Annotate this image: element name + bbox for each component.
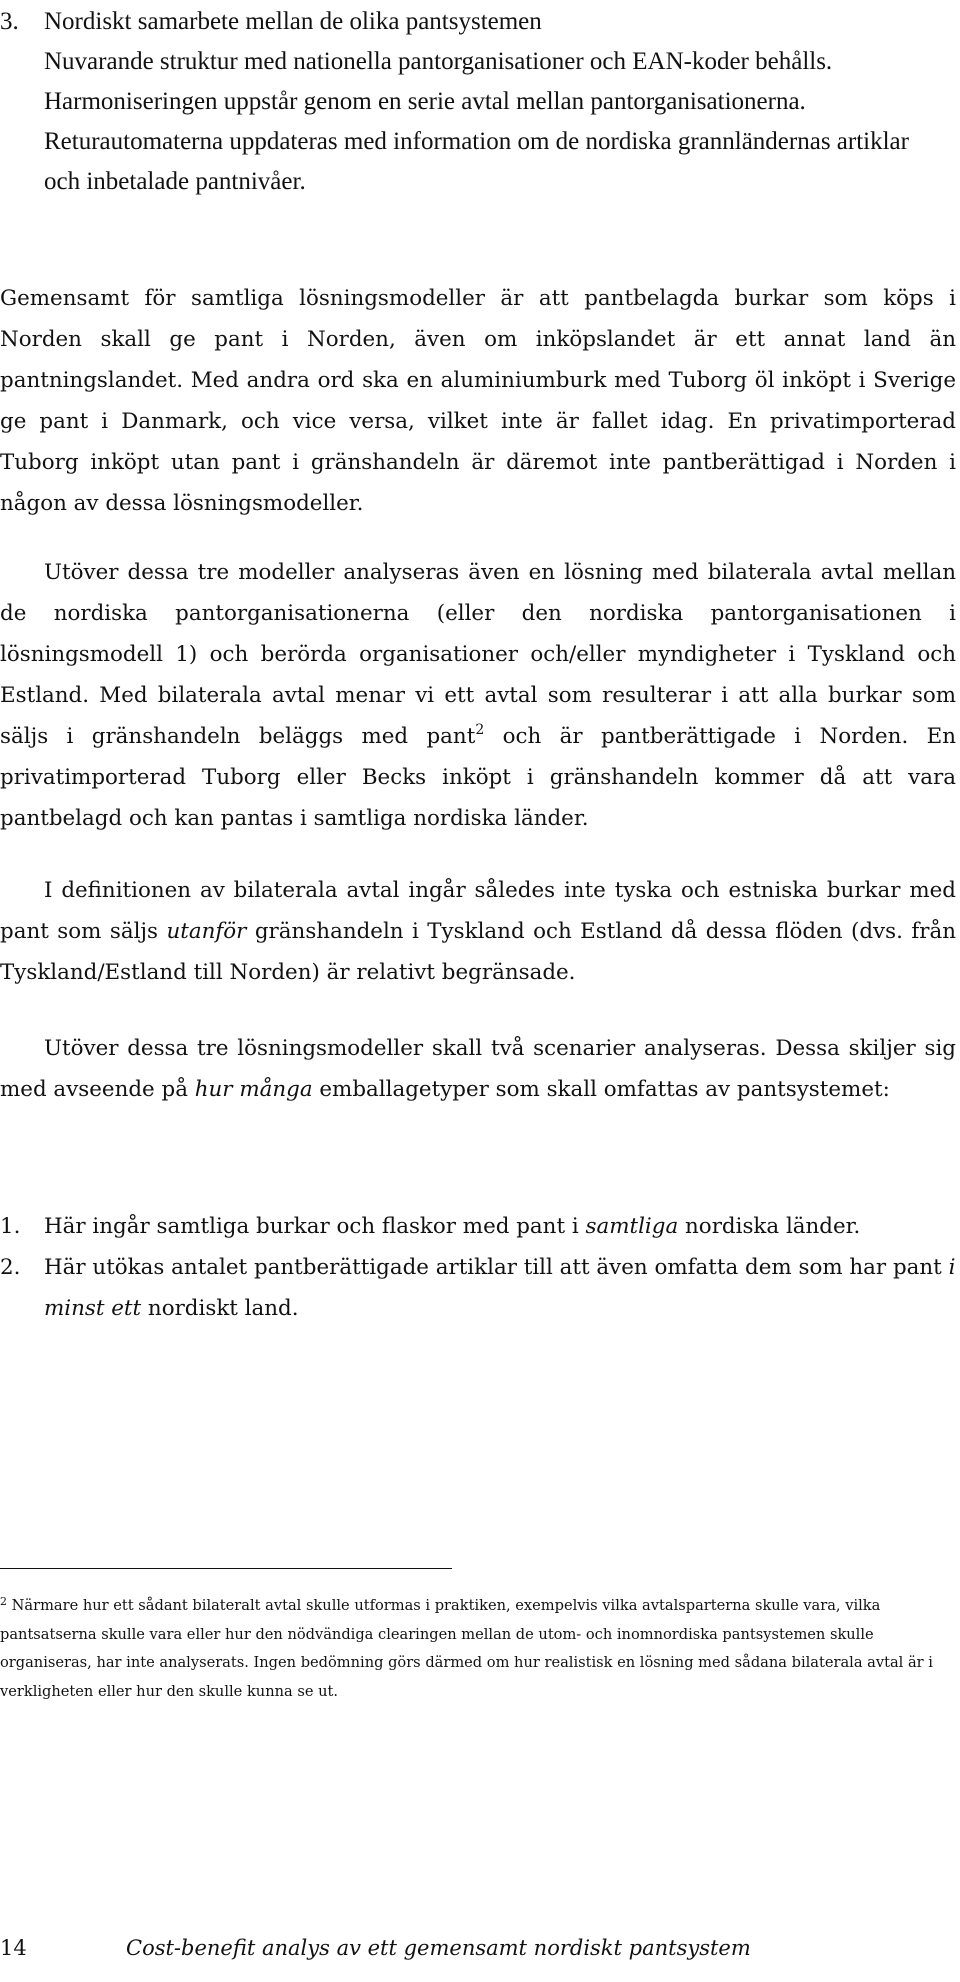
scenario-text: nordiskt land. <box>141 1296 299 1321</box>
footnote-text: Närmare hur ett sådant bilateralt avtal skulle utformas i praktiken, exempelvis vilka avtalsparterna skulle vara, vilka pantsatserna skulle vara eller hur den nödvändiga clearingen mellan de utom- och inomnordiska pantsystemen skulle organiseras, har inte analyserats. Ingen bedömning görs därmed om hur realistisk en lösning med sådana bilaterala avtal är i verkligheten eller hur den skulle kunna se ut. <box>0 1597 933 1700</box>
scenario-number: 1. <box>0 1214 21 1239</box>
scenario-list <box>0 1206 956 1329</box>
scenario-text: nordiska länder. <box>678 1214 861 1239</box>
page-number: 14 <box>0 1936 27 1960</box>
paragraph-text: Utöver dessa tre modeller analyseras även en lösning med bilaterala avtal mellan de nordiska pantorganisationerna (eller den nordiska pantorganisationen i lösningsmodell 1) och berörda organisationer och/eller myndigheter i Tyskland och Estland. Med bilaterala avtal menar vi ett avtal som resulterar i att alla burkar som säljs i gränshandeln beläggs med pant <box>0 560 956 749</box>
list-item-body: Nuvarande struktur med nationella pantorganisationer och EAN-koder behålls. Harmoniseringen uppstår genom en serie avtal mellan pantorganisationerna. Returautomaterna uppdateras med information om de nordiska grannländernas artiklar och inbetalade pantnivåer. <box>44 48 909 195</box>
scenario-text: Här utökas antalet pantberättigade artiklar till att även omfatta dem som har pant <box>44 1255 949 1280</box>
footnote-separator <box>0 1568 452 1569</box>
footer-title: Cost-benefit analys av ett gemensamt nordiskt pantsystem <box>126 1936 751 1960</box>
paragraph-text: gränshandeln i Tyskland och Estland då dessa flöden (dvs. från Tyskland/Estland till Norden) är relativt begränsade. <box>0 919 956 985</box>
emphasis-text: i minst ett <box>44 1255 956 1321</box>
list-item-heading: Nordiskt samarbete mellan de olika pantsystemen <box>44 8 542 35</box>
paragraph-text: emballagetyper som skall omfattas av pantsystemet: <box>312 1077 890 1102</box>
paragraph-text: I definitionen av bilaterala avtal ingår således inte tyska och estniska burkar med pant som säljs <box>0 878 956 944</box>
paragraph-text: Utöver dessa tre lösningsmodeller skall två scenarier analyseras. Dessa skiljer sig med avseende på <box>0 1036 956 1102</box>
footnote-reference[interactable]: 2 <box>475 722 485 738</box>
footnote-marker: 2 <box>0 1595 7 1608</box>
emphasis-text: utanför <box>166 919 247 944</box>
footnote <box>0 1592 945 1706</box>
emphasis-text: hur många <box>194 1077 313 1102</box>
paragraph-definition <box>0 870 956 993</box>
scenario-list-item <box>0 1206 956 1247</box>
emphasis-text: samtliga <box>585 1214 679 1239</box>
paragraph-text: och är pantberättigade i Norden. En privatimporterad Tuborg eller Becks inköpt i gränshandeln kommer då att vara pantbelagd och kan pantas i samtliga nordiska länder. <box>0 724 956 831</box>
paragraph-common-features: Gemensamt för samtliga lösningsmodeller är att pantbelagda burkar som köps i Norden skall ge pant i Norden, även om inköpslandet är ett annat land än pantningslandet. Med andra ord ska en aluminiumburk med Tuborg öl inköpt i Sverige ge pant i Danmark, och vice versa, vilket inte är fallet idag. En privatimporterad Tuborg inköpt utan pant i gränshandeln är däremot inte pantberättigad i Norden i någon av dessa lösningsmodeller. <box>0 286 956 516</box>
scenario-text: Här ingår samtliga burkar och flaskor med pant i <box>44 1214 586 1239</box>
paragraph-bilateral-agreements <box>0 552 956 839</box>
scenario-number: 2. <box>0 1255 21 1280</box>
paragraph-scenarios <box>0 1028 956 1110</box>
list-item-number: 3. <box>0 8 19 35</box>
scenario-list-item <box>0 1247 956 1329</box>
